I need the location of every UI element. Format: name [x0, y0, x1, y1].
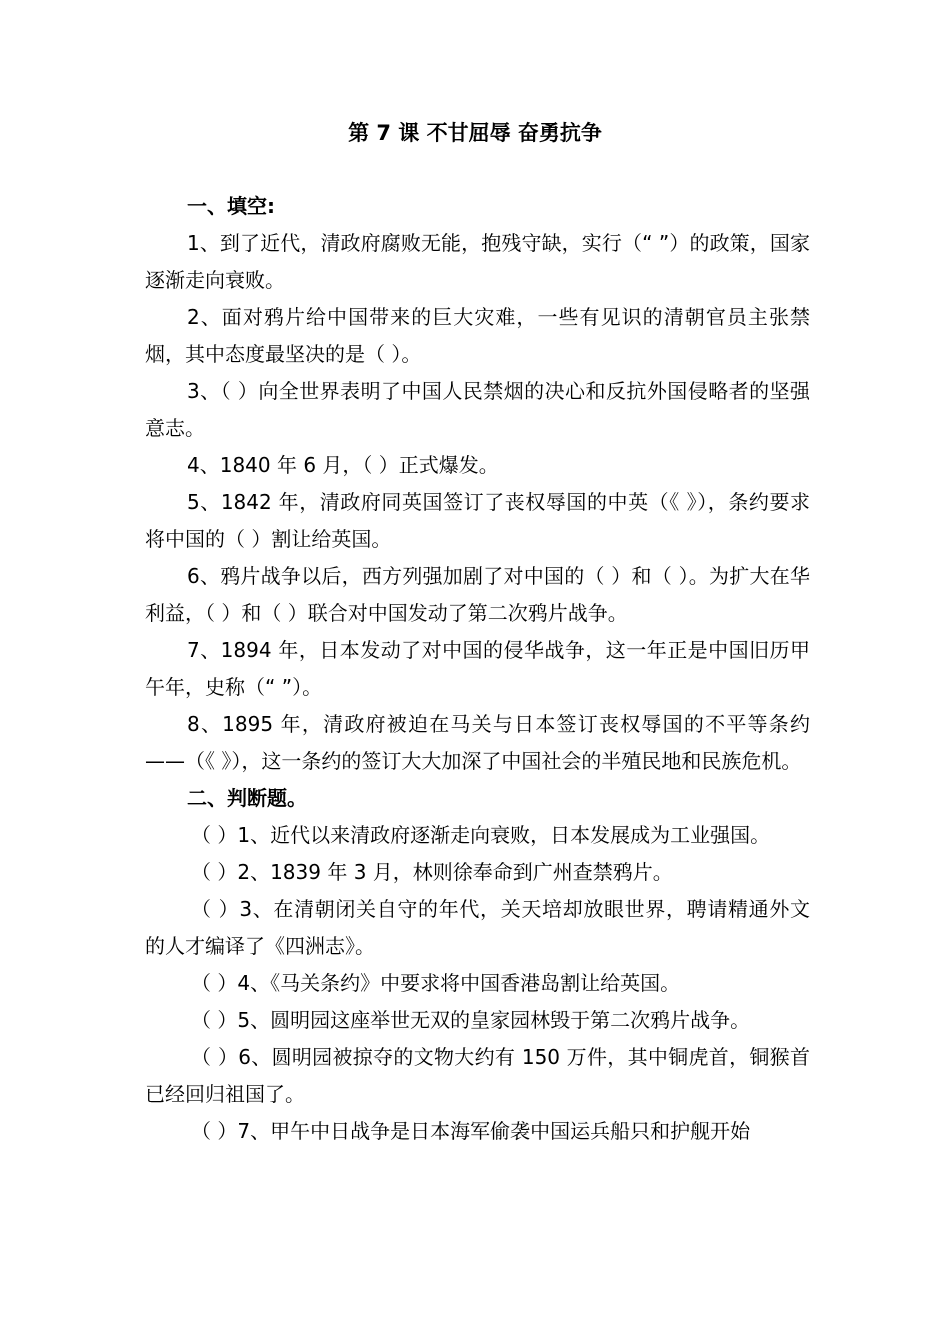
- section-heading-fill-blank: 一、填空:: [187, 194, 275, 218]
- fill-blank-item-2: 2、面对鸦片给中国带来的巨大灾难，一些有见识的清朝官员主张禁烟，其中态度最坚决的是（ ）。: [145, 305, 810, 366]
- fill-blank-item-6: 6、鸦片战争以后，西方列强加剧了对中国的（ ）和（ ）。为扩大在华利益，（ ）和（ ）联合对中国发动了第二次鸦片战争。: [145, 564, 810, 625]
- fill-blank-item-1: 1、到了近代，清政府腐败无能，抱残守缺，实行（“ ”）的政策，国家逐渐走向衰败。: [145, 231, 810, 292]
- fill-blank-item-7: 7、1894 年，日本发动了对中国的侵华战争，这一年正是中国旧历甲午年，史称（“ ”）。: [145, 638, 810, 699]
- true-false-item-5: （ ）5、圆明园这座举世无双的皇家园林毁于第二次鸦片战争。: [191, 1008, 751, 1032]
- fill-blank-item-3: 3、（ ）向全世界表明了中国人民禁烟的决心和反抗外国侵略者的坚强意志。: [145, 379, 810, 440]
- fill-blank-item-8: 8、1895 年，清政府被迫在马关与日本签订丧权辱国的不平等条约——（《 》），这一条约的签订大大加深了中国社会的半殖民地和民族危机。: [145, 712, 810, 773]
- true-false-item-1: （ ）1、近代以来清政府逐渐走向衰败，日本发展成为工业强国。: [191, 823, 771, 847]
- page-title: 第 7 课 不甘屈辱 奋勇抗争: [348, 121, 602, 145]
- true-false-item-6: （ ）6、圆明园被掠夺的文物大约有 150 万件，其中铜虎首，铜猴首已经回归祖国了。: [145, 1045, 810, 1106]
- fill-blank-item-4: 4、1840 年 6 月，（ ）正式爆发。: [187, 453, 499, 477]
- true-false-item-3: （ ）3、在清朝闭关自守的年代，关天培却放眼世界，聘请精通外文的人才编译了《四洲志》。: [145, 897, 810, 958]
- true-false-item-4: （ ）4、《马关条约》中要求将中国香港岛割让给英国。: [191, 971, 681, 995]
- document-body: [145, 188, 810, 1150]
- fill-blank-item-5: 5、1842 年，清政府同英国签订了丧权辱国的中英（《 》），条约要求将中国的（ ）割让给英国。: [145, 490, 810, 551]
- true-false-item-7: （ ）7、甲午中日战争是日本海军偷袭中国运兵船只和护舰开始: [191, 1119, 751, 1143]
- true-false-item-2: （ ）2、1839 年 3 月，林则徐奉命到广州查禁鸦片。: [191, 860, 673, 884]
- section-heading-true-false: 二、判断题。: [187, 786, 307, 810]
